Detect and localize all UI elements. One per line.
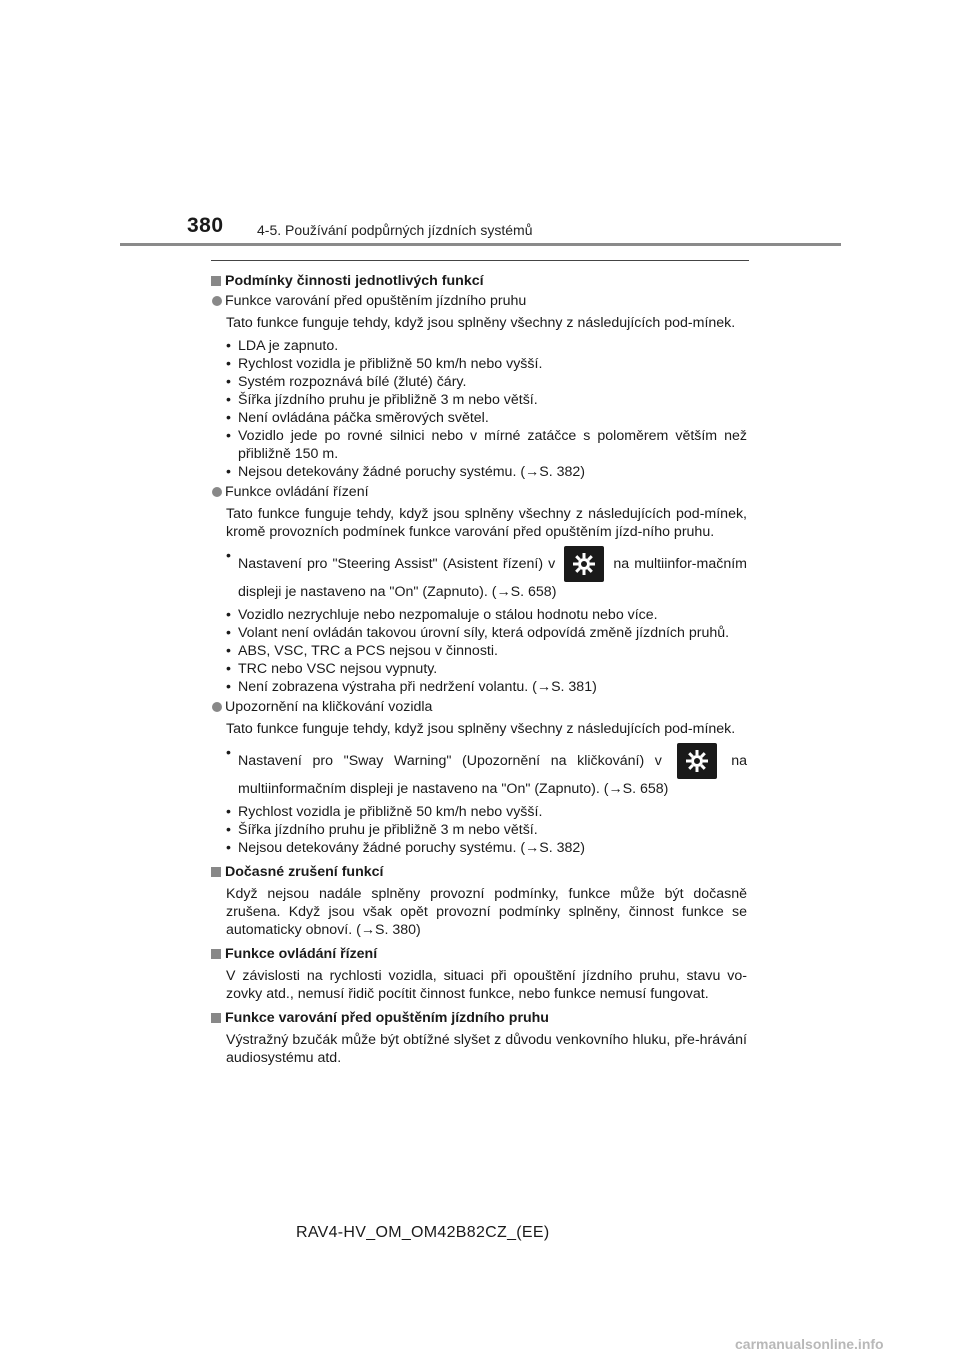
- list-item: • Šířka jízdního pruhu je přibližně 3 m nebo větší.: [211, 821, 747, 839]
- list-item: • Systém rozpoznává bílé (žluté) čáry.: [211, 373, 747, 391]
- list-item: • Nejsou detekovány žádné poruchy systému. (→S. 382): [211, 463, 747, 481]
- bullet-list-steering: [211, 546, 747, 696]
- document-code: RAV4-HV_OM_OM42B82CZ_(EE): [296, 1224, 550, 1241]
- subsection-title-lda: Funkce varování před opuštěním jízdního pruhu: [211, 292, 747, 310]
- list-item: • Vozidlo nezrychluje nebo nezpomaluje o stálou hodnotu nebo více.: [211, 606, 747, 624]
- section-heading-steering-control: Funkce ovládání řízení: [211, 945, 747, 963]
- list-item-sway-setting: [211, 743, 747, 799]
- list-item: • LDA je zapnuto.: [211, 337, 747, 355]
- watermark-link[interactable]: carmanualsonline.info: [735, 1336, 884, 1352]
- settings-gear-icon: [564, 546, 604, 582]
- paragraph-departure-warning: Výstražný bzučák může být obtížné slyšet z důvodu venkovního hluku, pře-hrávání audiosystému atd.: [226, 1032, 747, 1066]
- section-heading-departure-warning: Funkce varování před opuštěním jízdního pruhu: [211, 1009, 747, 1027]
- section-heading-temporary: Dočasné zrušení funkcí: [211, 863, 747, 881]
- list-item: • ABS, VSC, TRC a PCS nejsou v činnosti.: [211, 642, 747, 660]
- paragraph-steering-intro: Tato funkce funguje tehdy, když jsou splněny všechny z následujících pod-mínek, kromě provozních podmínek funkce varování před opuštěním jízd-ního pruhu.: [226, 506, 747, 540]
- list-item: • Rychlost vozidla je přibližně 50 km/h nebo vyšší.: [211, 803, 747, 821]
- content-divider: [211, 260, 749, 261]
- settings-gear-icon: [677, 743, 717, 779]
- subsection-title-sway: Upozornění na kličkování vozidla: [211, 698, 747, 716]
- setting-text-after: na multiinfor-mačním displeji je nastaveno na "On" (Zapnuto). (→S. 658): [238, 555, 747, 600]
- page-number: 380: [187, 214, 224, 237]
- page-content: [211, 266, 747, 1067]
- setting-text-before: Nastavení pro "Steering Assist" (Asistent řízení) v: [238, 555, 556, 572]
- subsection-title-steering: Funkce ovládání řízení: [211, 483, 747, 501]
- list-item: • TRC nebo VSC nejsou vypnuty.: [211, 660, 747, 678]
- list-item: • Vozidlo jede po rovné silnici nebo v mírné zatáčce s poloměrem větším než přibližně 150 m.: [211, 427, 747, 463]
- section-heading-conditions: Podmínky činnosti jednotlivých funkcí: [211, 272, 747, 290]
- list-item: • Nejsou detekovány žádné poruchy systému. (→S. 382): [211, 839, 747, 857]
- header-divider: [120, 243, 841, 246]
- paragraph-sway-intro: Tato funkce funguje tehdy, když jsou splněny všechny z následujících pod-mínek.: [226, 721, 736, 737]
- setting-text-after: na multiinformačním displeji je nastaveno na "On" (Zapnuto). (→S. 658): [238, 752, 747, 797]
- list-item: • Není ovládána páčka směrových světel.: [211, 409, 747, 427]
- list-item: • Rychlost vozidla je přibližně 50 km/h nebo vyšší.: [211, 355, 747, 373]
- list-item-steering-setting: [211, 546, 747, 602]
- list-item: • Není zobrazena výstraha při nedržení volantu. (→S. 381): [211, 678, 747, 696]
- chapter-title: 4-5. Používání podpůrných jízdních systémů: [257, 222, 533, 238]
- list-item: • Volant není ovládán takovou úrovní síly, která odpovídá změně jízdních pruhů.: [211, 624, 747, 642]
- paragraph-steering-control: V závislosti na rychlosti vozidla, situaci při opouštění jízdního pruhu, stavu vo-zovky atd., nemusí řidič pocítit činnost funkce, nebo funkce nemusí fungovat.: [226, 968, 747, 1002]
- paragraph-temporary: Když nejsou nadále splněny provozní podmínky, funkce může být dočasně zrušena. Když jsou však opět provozní podmínky splněny, činnost funkce se automaticky obnoví. (→S. 380): [226, 886, 747, 938]
- setting-text-before: Nastavení pro "Sway Warning" (Upozornění na kličkování) v: [238, 752, 662, 769]
- bullet-list-sway: [211, 743, 747, 857]
- bullet-list-lda: [211, 337, 747, 481]
- list-item: • Šířka jízdního pruhu je přibližně 3 m nebo větší.: [211, 391, 747, 409]
- paragraph-lda-intro: Tato funkce funguje tehdy, když jsou splněny všechny z následujících pod-mínek.: [226, 315, 736, 331]
